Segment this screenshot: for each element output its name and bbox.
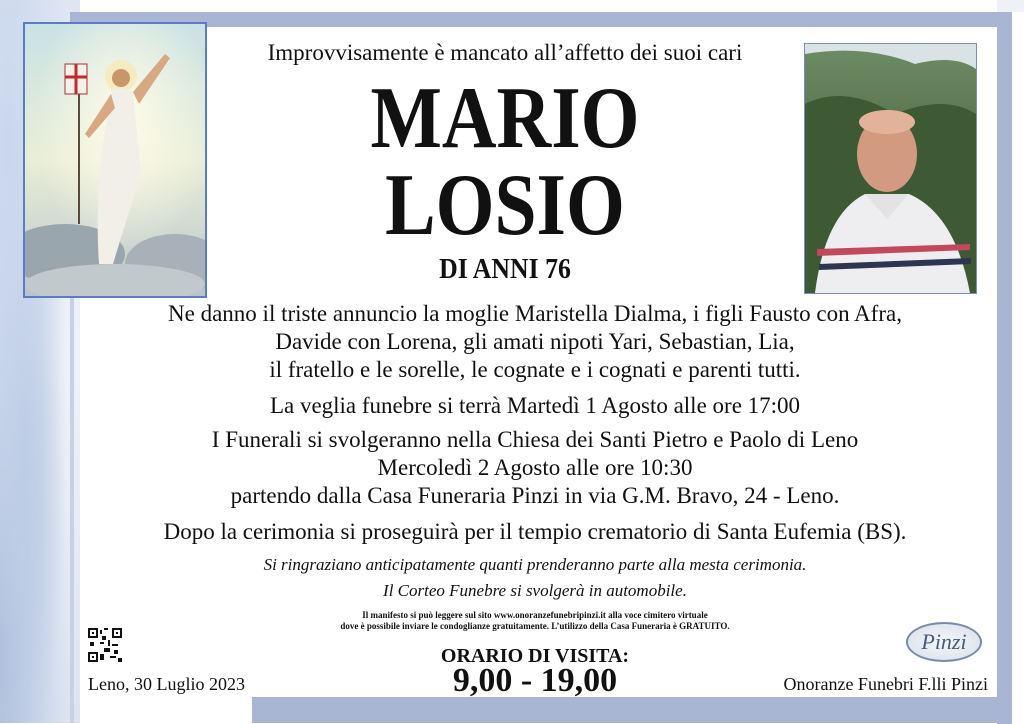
- fineprint-line: dove è possibile inviare le condoglianze gratuitamente. L’utilizzo della Casa Funeraria è GRATUITO.: [340, 621, 730, 631]
- announcement-line: Ne danno il triste annuncio la moglie Maristella Dialma, i figli Fausto con Afra,: [168, 301, 902, 326]
- logo-text: Pinzi: [921, 629, 967, 654]
- heading-text: Improvvisamente è mancato all’affetto dei suoi cari: [267, 40, 743, 65]
- announcement-line: il fratello e le sorelle, le cognate e i cognati e parenti tutti.: [269, 357, 801, 382]
- agency-logo: [906, 622, 982, 662]
- deceased-last-name: LOSIO: [385, 157, 625, 254]
- frame-bottom: [252, 697, 1012, 723]
- vigil-text: La veglia funebre si terrà Martedì 1 Agosto alle ore 17:00: [269, 393, 801, 418]
- portrait-photo: [804, 43, 977, 294]
- deceased-first-name: MARIO: [370, 70, 640, 167]
- cremation-text: Dopo la cerimonia si proseguirà per il tempio crematorio di Santa Eufemia (BS).: [163, 519, 907, 544]
- cortege-text: Il Corteo Funebre si svolgerà in automobile.: [383, 581, 687, 600]
- frame-right: [997, 12, 1012, 724]
- qr-code-icon[interactable]: [88, 628, 122, 662]
- frame-top: [70, 12, 1012, 27]
- thanks-text: Si ringraziano anticipatamente quanti prenderanno parte alla mesta cerimonia.: [263, 555, 807, 574]
- fineprint-line: Il manifesto si può leggere sul sito www.onoranzefunebripinzi.it alla voce cimitero virtuale: [362, 610, 708, 620]
- funeral-line: partendo dalla Casa Funeraria Pinzi in via G.M. Bravo, 24 - Leno.: [230, 483, 840, 508]
- place-date: Leno, 30 Luglio 2023: [88, 674, 245, 694]
- visit-label: ORARIO DI VISITA:: [440, 645, 630, 667]
- agency-name: Onoranze Funebri F.lli Pinzi: [783, 674, 988, 694]
- funeral-line: I Funerali si svolgeranno nella Chiesa dei Santi Pietro e Paolo di Leno: [211, 427, 859, 452]
- funeral-line: Mercoledì 2 Agosto alle ore 10:30: [377, 455, 693, 480]
- visit-hours: 9,00 - 19,00: [452, 662, 618, 699]
- notice-body: [90, 300, 980, 604]
- religious-image: [23, 22, 207, 298]
- deceased-age: DI ANNI 76: [439, 254, 571, 285]
- frame-corner: [997, 0, 1024, 12]
- announcement-line: Davide con Lorena, gli amati nipoti Yari, Sebastian, Lia,: [275, 329, 795, 354]
- fineprint: [280, 610, 790, 632]
